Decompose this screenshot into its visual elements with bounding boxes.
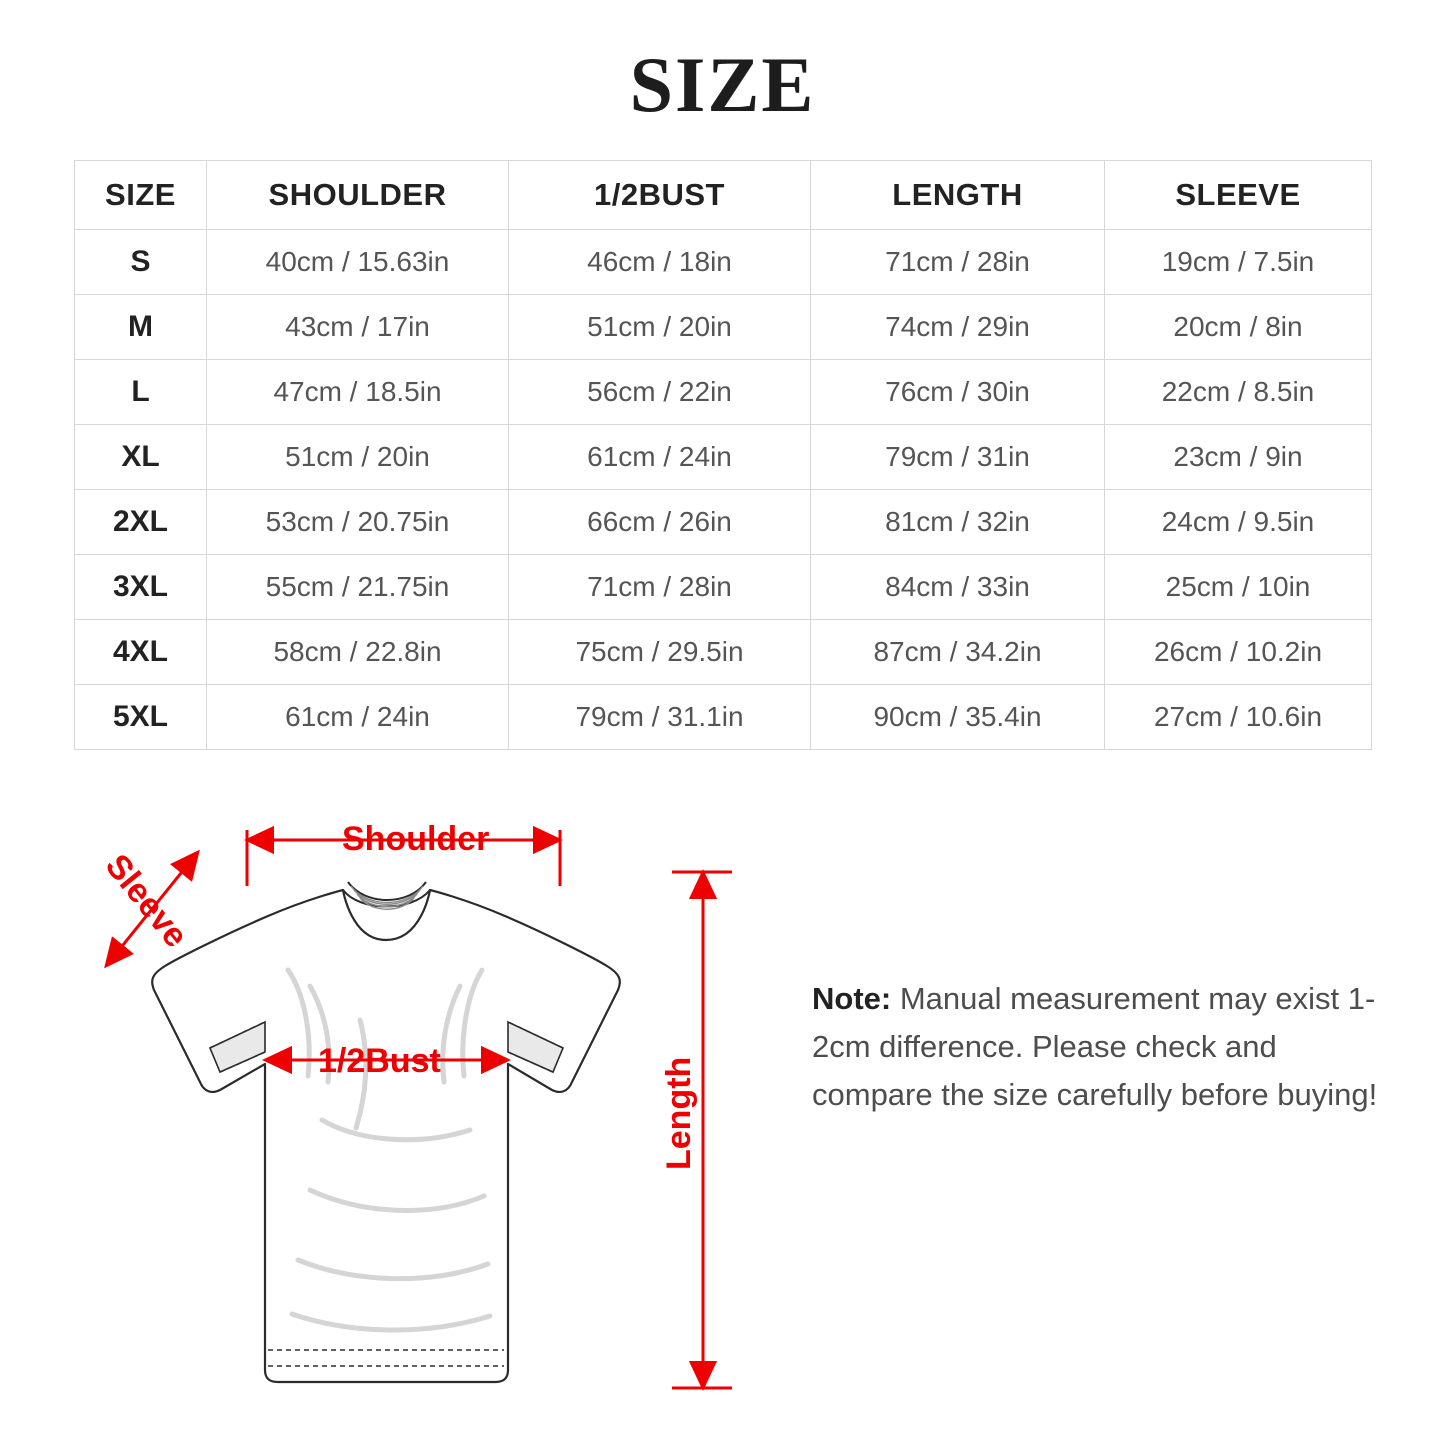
cell-length: 84cm / 33in: [811, 555, 1105, 620]
shoulder-label: Shoulder: [342, 820, 490, 858]
table-row: [75, 295, 1372, 360]
cell-shoulder: 55cm / 21.75in: [207, 555, 509, 620]
cell-sleeve: 27cm / 10.6in: [1105, 685, 1372, 750]
cell-bust: 79cm / 31.1in: [509, 685, 811, 750]
cell-length: 79cm / 31in: [811, 425, 1105, 490]
cell-size: S: [75, 230, 207, 295]
column-header-bust: 1/2BUST: [509, 161, 811, 230]
table-row: [75, 490, 1372, 555]
cell-bust: 66cm / 26in: [509, 490, 811, 555]
note-body: Manual measurement may exist 1-2cm difference. Please check and compare the size carefully before buying!: [812, 981, 1378, 1113]
note-text: [812, 975, 1392, 1119]
cell-shoulder: 51cm / 20in: [207, 425, 509, 490]
column-header-sleeve: SLEEVE: [1105, 161, 1372, 230]
cell-size: M: [75, 295, 207, 360]
cell-size: XL: [75, 425, 207, 490]
cell-sleeve: 26cm / 10.2in: [1105, 620, 1372, 685]
cell-length: 74cm / 29in: [811, 295, 1105, 360]
column-header-shoulder: SHOULDER: [207, 161, 509, 230]
cell-shoulder: 43cm / 17in: [207, 295, 509, 360]
table-row: [75, 620, 1372, 685]
cell-sleeve: 24cm / 9.5in: [1105, 490, 1372, 555]
table-header-row: [75, 161, 1372, 230]
cell-shoulder: 61cm / 24in: [207, 685, 509, 750]
bust-label: 1/2Bust: [318, 1042, 441, 1080]
tshirt-measurement-diagram: [60, 790, 800, 1410]
length-label: Length: [660, 1056, 698, 1170]
cell-shoulder: 58cm / 22.8in: [207, 620, 509, 685]
table-row: [75, 360, 1372, 425]
cell-size: 2XL: [75, 490, 207, 555]
cell-sleeve: 25cm / 10in: [1105, 555, 1372, 620]
column-header-size: SIZE: [75, 161, 207, 230]
cell-shoulder: 53cm / 20.75in: [207, 490, 509, 555]
cell-sleeve: 22cm / 8.5in: [1105, 360, 1372, 425]
cell-length: 81cm / 32in: [811, 490, 1105, 555]
cell-size: L: [75, 360, 207, 425]
note-label: Note:: [812, 981, 892, 1016]
table-row: [75, 230, 1372, 295]
cell-size: 5XL: [75, 685, 207, 750]
sleeve-label: Sleeve: [97, 847, 196, 955]
cell-bust: 61cm / 24in: [509, 425, 811, 490]
tshirt-illustration: [152, 890, 620, 1382]
cell-sleeve: 20cm / 8in: [1105, 295, 1372, 360]
cell-bust: 56cm / 22in: [509, 360, 811, 425]
size-table: [74, 160, 1372, 750]
cell-bust: 51cm / 20in: [509, 295, 811, 360]
cell-sleeve: 23cm / 9in: [1105, 425, 1372, 490]
table-row: [75, 425, 1372, 490]
page-title: SIZE: [629, 41, 816, 128]
table-row: [75, 555, 1372, 620]
cell-length: 87cm / 34.2in: [811, 620, 1105, 685]
cell-bust: 46cm / 18in: [509, 230, 811, 295]
cell-shoulder: 47cm / 18.5in: [207, 360, 509, 425]
cell-bust: 71cm / 28in: [509, 555, 811, 620]
column-header-length: LENGTH: [811, 161, 1105, 230]
cell-length: 90cm / 35.4in: [811, 685, 1105, 750]
cell-length: 76cm / 30in: [811, 360, 1105, 425]
cell-size: 3XL: [75, 555, 207, 620]
cell-size: 4XL: [75, 620, 207, 685]
cell-shoulder: 40cm / 15.63in: [207, 230, 509, 295]
cell-sleeve: 19cm / 7.5in: [1105, 230, 1372, 295]
table-row: [75, 685, 1372, 750]
cell-length: 71cm / 28in: [811, 230, 1105, 295]
cell-bust: 75cm / 29.5in: [509, 620, 811, 685]
